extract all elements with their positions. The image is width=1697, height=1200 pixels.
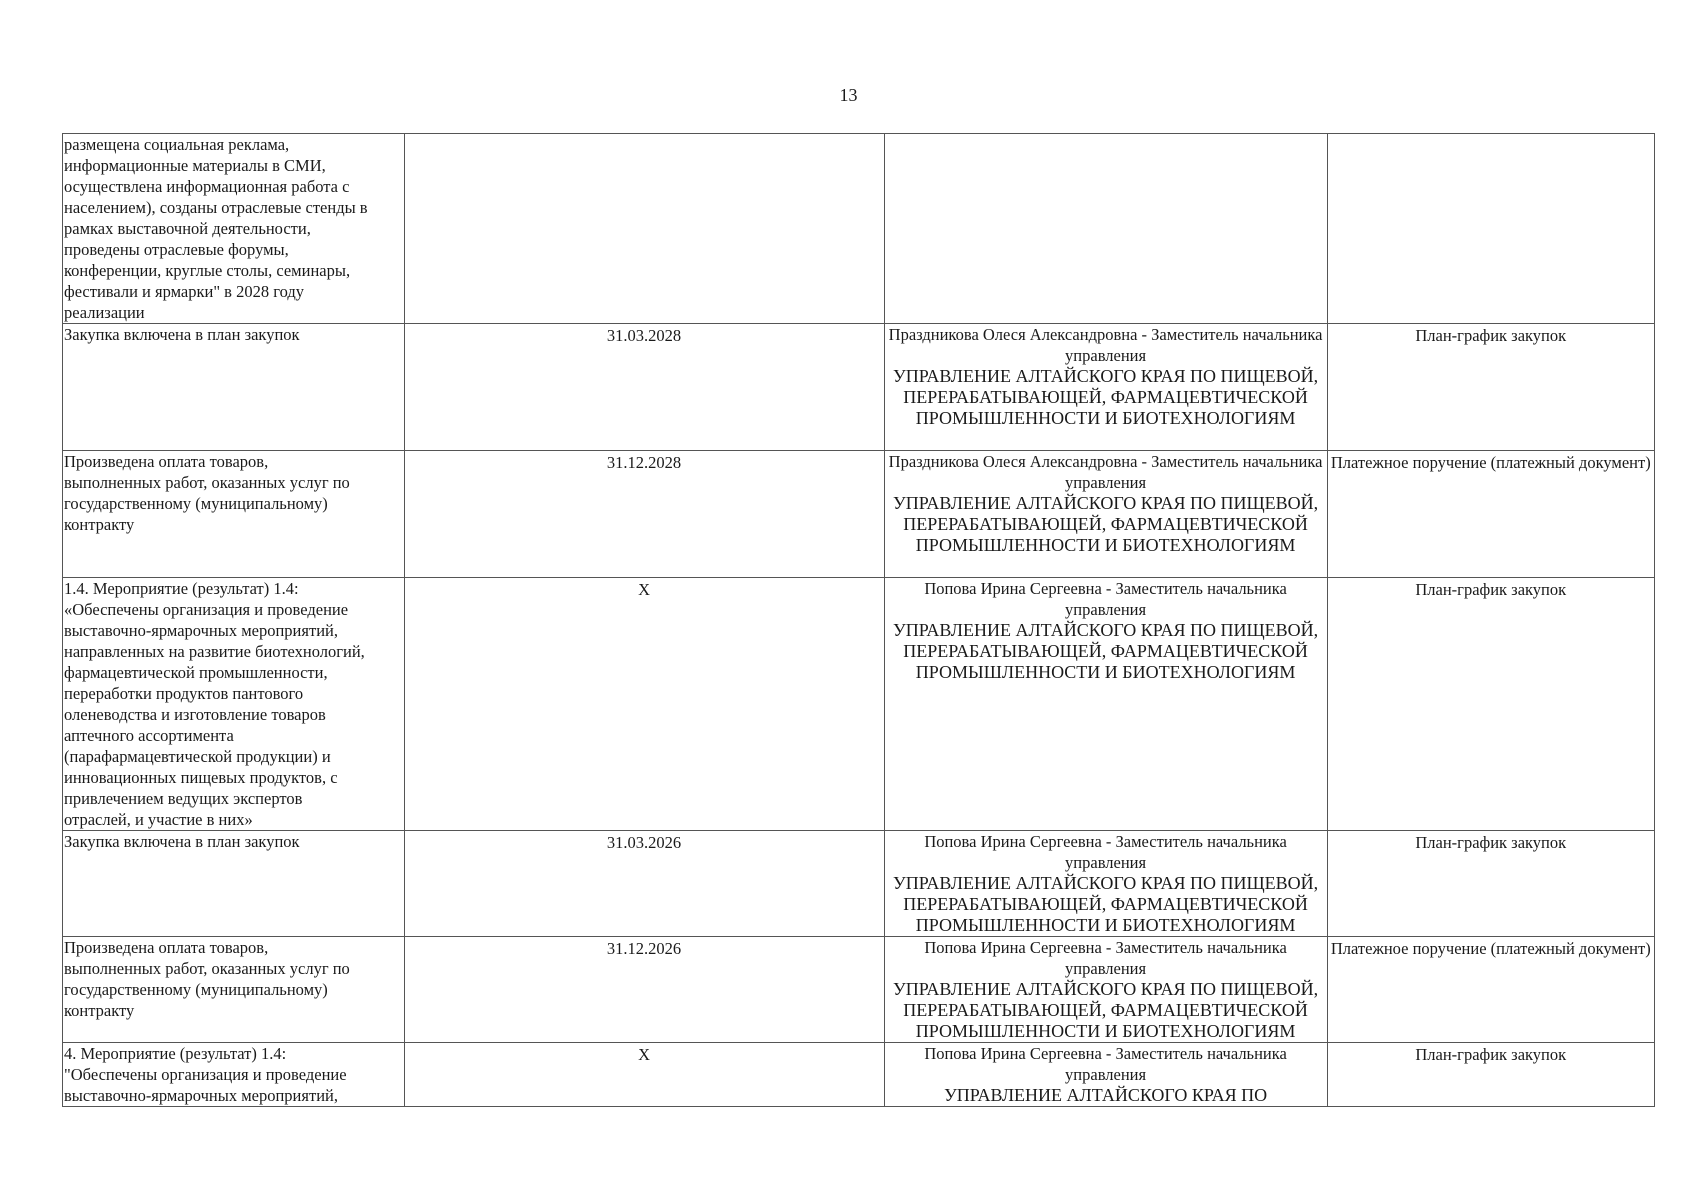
document-name: План-график закупок [1415,833,1567,852]
document-name: План-график закупок [1415,326,1567,345]
row-responsible [884,451,1327,578]
document-name: План-график закупок [1415,580,1567,599]
row-description: 1.4. Мероприятие (результат) 1.4: «Обеспечены организация и проведение выставочно-ярмарочных мероприятий, направленных на развитие биотехнологий, фармацевтической промышленности, переработки продуктов пантового оленеводства и изготовление товаров аптечного ассортимента (парафармацевтической продукции) и инновационных пищевых продуктов, с привлечением ведущих экспертов отраслей, и участие в них» [63,578,405,831]
document-name: Платежное поручение (платежный документ) [1330,939,1651,958]
row-deadline [404,451,884,578]
row-document [1327,451,1654,578]
row-responsible [884,831,1327,937]
page-number: 13 [839,85,858,105]
document-name: Платежное поручение (платежный документ) [1330,453,1651,472]
responsible-org: УПРАВЛЕНИЕ АЛТАЙСКОГО КРАЯ ПО ПИЩЕВОЙ, ПЕРЕРАБАТЫВАЮЩЕЙ, ФАРМАЦЕВТИЧЕСКОЙ ПРОМЫШЛЕННОСТИ И БИОТЕХНОЛОГИЯМ [892,873,1319,935]
row-deadline [404,134,884,324]
responsible-person: Праздникова Олеся Александровна - Заместитель начальника управления [888,452,1323,492]
document-name: План-график закупок [1415,1045,1567,1064]
row-description: Произведена оплата товаров, выполненных работ, оказанных услуг по государственному (муниципальному) контракту [63,451,405,578]
row-document [1327,324,1654,451]
deadline-date: X [638,580,651,599]
row-deadline [404,578,884,831]
table-row [63,451,1655,578]
deadline-date: 31.03.2026 [606,833,682,852]
responsible-person: Попова Ирина Сергеевна - Заместитель начальника управления [924,579,1287,619]
row-responsible [884,937,1327,1043]
responsible-org: УПРАВЛЕНИЕ АЛТАЙСКОГО КРАЯ ПО ПИЩЕВОЙ, ПЕРЕРАБАТЫВАЮЩЕЙ, ФАРМАЦЕВТИЧЕСКОЙ ПРОМЫШЛЕННОСТИ И БИОТЕХНОЛОГИЯМ [892,493,1319,555]
table-row [63,831,1655,937]
deadline-date: X [638,1045,651,1064]
row-document [1327,831,1654,937]
row-description: 4. Мероприятие (результат) 1.4: "Обеспечены организация и проведение выставочно-ярмарочных мероприятий, [63,1043,405,1107]
table-row [63,578,1655,831]
row-responsible [884,578,1327,831]
row-document [1327,1043,1654,1107]
row-responsible [884,324,1327,451]
table-row [63,1043,1655,1107]
row-responsible [884,1043,1327,1107]
row-description: Произведена оплата товаров, выполненных работ, оказанных услуг по государственному (муниципальному) контракту [63,937,405,1043]
deadline-date: 31.12.2028 [606,453,682,472]
row-description: размещена социальная реклама, информационные материалы в СМИ, осуществлена информационная работа с населением), созданы отраслевые стенды в рамках выставочной деятельности, проведены отраслевые форумы, конференции, круглые столы, семинары, фестивали и ярмарки" в 2028 году реализации [63,134,405,324]
table-row [63,134,1655,324]
table-row [63,937,1655,1043]
row-document [1327,578,1654,831]
responsible-org: УПРАВЛЕНИЕ АЛТАЙСКОГО КРАЯ ПО ПИЩЕВОЙ, ПЕРЕРАБАТЫВАЮЩЕЙ, ФАРМАЦЕВТИЧЕСКОЙ ПРОМЫШЛЕННОСТИ И БИОТЕХНОЛОГИЯМ [892,979,1319,1041]
row-deadline [404,324,884,451]
row-description: Закупка включена в план закупок [63,831,405,937]
responsible-person: Попова Ирина Сергеевна - Заместитель начальника управления [924,938,1287,978]
responsible-person: Попова Ирина Сергеевна - Заместитель начальника управления [924,832,1287,872]
row-document [1327,937,1654,1043]
responsible-person: Попова Ирина Сергеевна - Заместитель начальника управления [924,1044,1287,1084]
row-description: Закупка включена в план закупок [63,324,405,451]
responsible-org: УПРАВЛЕНИЕ АЛТАЙСКОГО КРАЯ ПО ПИЩЕВОЙ, ПЕРЕРАБАТЫВАЮЩЕЙ, ФАРМАЦЕВТИЧЕСКОЙ ПРОМЫШЛЕННОСТИ И БИОТЕХНОЛОГИЯМ [892,620,1319,682]
row-responsible [884,134,1327,324]
row-deadline [404,831,884,937]
responsible-org: УПРАВЛЕНИЕ АЛТАЙСКОГО КРАЯ ПО [944,1085,1268,1105]
row-deadline [404,1043,884,1107]
row-deadline [404,937,884,1043]
responsible-org: УПРАВЛЕНИЕ АЛТАЙСКОГО КРАЯ ПО ПИЩЕВОЙ, ПЕРЕРАБАТЫВАЮЩЕЙ, ФАРМАЦЕВТИЧЕСКОЙ ПРОМЫШЛЕННОСТИ И БИОТЕХНОЛОГИЯМ [892,366,1319,428]
row-document [1327,134,1654,324]
table-row [63,324,1655,451]
responsible-person: Праздникова Олеся Александровна - Заместитель начальника управления [888,325,1323,365]
events-table [62,133,1655,1107]
deadline-date: 31.12.2026 [606,939,682,958]
deadline-date: 31.03.2028 [606,326,682,345]
